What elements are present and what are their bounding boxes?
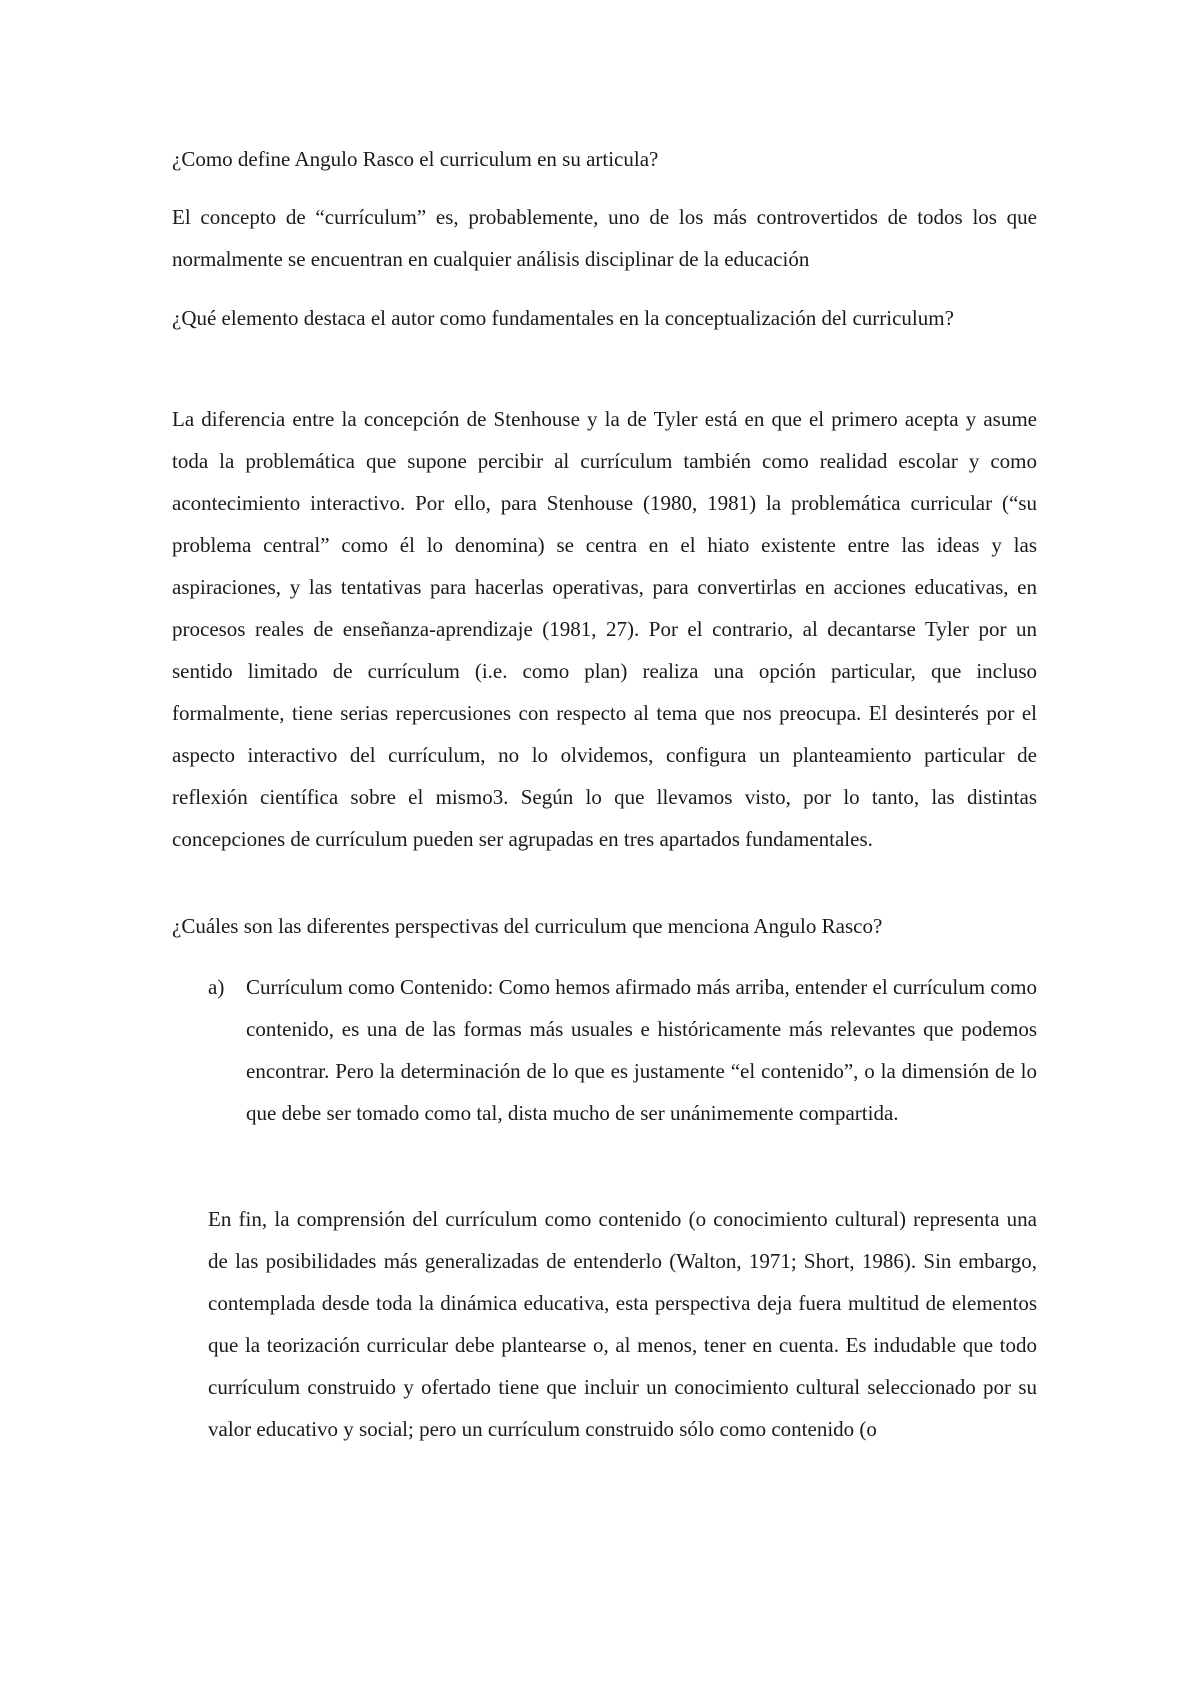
answer-2: La diferencia entre la concepción de Stenhouse y la de Tyler está en que el primero acepta y asume toda la problemática que supone percibir al currículum también como realidad escolar y como acontecimiento interactivo. Por ello, para Stenhouse (1980, 1981) la problemática curricular (“su problema central” como él lo denomina) se centra en el hiato existente entre las ideas y las aspiraciones, y las tentativas para hacerlas operativas, para convertirlas en acciones educativas, en procesos reales de enseñanza-aprendizaje (1981, 27). Por el contrario, al decantarse Tyler por un sentido limitado de currículum (i.e. como plan) realiza una opción particular, que incluso formalmente, tiene serias repercusiones con respecto al tema que nos preocupa. El desinterés por el aspecto interactivo del currículum, no lo olvidemos, configura un planteamiento particular de reflexión científica sobre el mismo3. Según lo que llevamos visto, por lo tanto, las distintas concepciones de currículum pueden ser agrupadas en tres apartados fundamentales. — [172, 407, 1037, 851]
list-marker: a) — [208, 975, 225, 999]
question-3: ¿Cuáles son las diferentes perspectivas del curriculum que menciona Angulo Rasco? — [172, 914, 883, 938]
list-item-text: Currículum como Contenido: Como hemos afirmado más arriba, entender el currículum como contenido, es una de las formas más usuales e históricamente más relevantes que podemos encontrar. Pero la determinación de lo que es justamente “el contenido”, o la dimensión de lo que debe ser tomado como tal, dista mucho de ser unánimemente compartida. — [246, 975, 1037, 1125]
answer-1: El concepto de “currículum” es, probablemente, uno de los más controvertidos de todos los que normalmente se encuentran en cualquier análisis disciplinar de la educación — [172, 205, 1037, 271]
question-1: ¿Como define Angulo Rasco el curriculum en su articula? — [172, 147, 659, 171]
question-2: ¿Qué elemento destaca el autor como fundamentales en la conceptualización del curriculum? — [172, 306, 954, 330]
perspectives-list — [208, 966, 1037, 1134]
list-item — [208, 966, 1037, 1134]
answer-3: En fin, la comprensión del currículum como contenido (o conocimiento cultural) representa una de las posibilidades más generalizadas de entenderlo (Walton, 1971; Short, 1986). Sin embargo, contemplada desde toda la dinámica educativa, esta perspectiva deja fuera multitud de elementos que la teorización curricular debe plantearse o, al menos, tener en cuenta. Es indudable que todo currículum construido y ofertado tiene que incluir un conocimiento cultural seleccionado por su valor educativo y social; pero un currículum construido sólo como contenido (o — [208, 1207, 1037, 1441]
